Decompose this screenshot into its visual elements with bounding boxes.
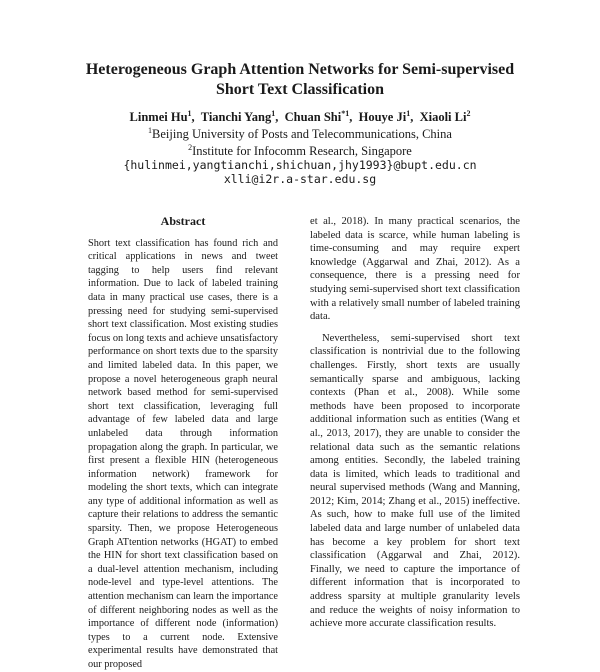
author-block (0, 107, 600, 186)
affiliation-2 (0, 141, 600, 158)
author-sup: 1 (406, 109, 411, 118)
body-paragraph-1: et al., 2018). In many practical scenarios, the labeled data is scarce, while human labeling is time-consuming and may require expert knowledge (Aggarwal and Zhai, 2012). As a consequence, there is a pressing need for studying semi-supervised short text classification with a relatively small number of labeled training data. (310, 216, 520, 323)
affiliation-sup: 1 (148, 126, 153, 136)
author-list: Linmei Hu$^1$, Tianchi Yang$^1$, Chuan Shi$^{*1}$, Houye Ji$^1$, Xiaoli Li$^2$ (129, 109, 471, 125)
affiliation-1 (0, 124, 600, 141)
author-sup: 1 (187, 109, 192, 118)
author-name: Houye Ji (358, 110, 407, 125)
body-paragraph-2: Nevertheless, semi-supervised short text classification is nontrivial due to the following challenges. Firstly, short texts are usually semantically sparse and ambiguous, lacking contexts (Phan et al., 2008). While some methods have been proposed to incorporate additional information such as entities (Wang et al., 2013, 2017), they are unable to consider the relational data such as the semantic relations among entities. Secondly, the labeled training data is limited, which leads to traditional and neural supervised methods (Wang and Manning, 2012; Kim, 2014; Zhang et al., 2015) ineffective. As such, how to make full use of the limited labeled data and large number of unlabeled data has become a key problem for short text classification (Aggarwal and Zhai, 2012). Finally, we need to capture the importance of different information that is incorporated to address sparsity at multiple granularity levels and reduce the weights of noisy information to achieve more accurate classification results. (310, 332, 520, 630)
affiliation-sup: 2 (188, 143, 193, 153)
email-line-1: {hulinmei,yangtianchi,shichuan,jhy1993}@bupt.edu.cn (123, 158, 477, 173)
affiliation-text: Beijing University of Posts and Telecommunications, China (152, 127, 452, 142)
abstract-text: Short text classification has found rich and critical applications in news and tweet tagging to help users find relevant information. Due to lack of labeled training data in many practical use cases, there is a pressing need for studying semi-supervised short text classification. Most existing studies focus on long texts and achieve unsatisfactory performance on short texts due to the sparsity and limited labeled data. In this paper, we propose a novel heterogeneous graph neural network based method for semi-supervised short text classification, leveraging full advantage of few labeled data and large unlabeled data through information propagation along the graph. In particular, we first present a flexible HIN (heterogeneous information network) framework for modeling the short texts, which can integrate any type of additional information as well as capture their relations to address the semantic sparsity. Then, we propose Heterogeneous Graph ATtention networks (HGAT) to embed the HIN for short text classification based on a dual-level attention mechanism, including node-level and type-level attentions. The attention mechanism can learn the importance of different neighboring nodes as well as the importance of different node (information) types to a current node. Extensive experimental results have demonstrated that our proposed (88, 237, 278, 670)
affiliation-text: Institute for Infocomm Research, Singapore (192, 144, 412, 159)
author-name: Linmei Hu (129, 110, 188, 125)
paper-title (0, 60, 600, 100)
author-sup: 1 (271, 109, 276, 118)
author-name: Tianchi Yang (200, 110, 272, 125)
abstract-heading: Abstract (160, 214, 206, 228)
abstract-column (88, 215, 278, 672)
title-line-2: Short Text Classification (215, 81, 384, 98)
body-column (310, 215, 520, 631)
author-name: Chuan Shi (284, 110, 342, 125)
email-line-2: xlli@i2r.a-star.edu.sg (223, 172, 377, 187)
author-sup: *1 (341, 109, 350, 118)
author-sup: 2 (466, 109, 471, 118)
title-line-1: Heterogeneous Graph Attention Networks for Semi-supervised (85, 61, 515, 78)
author-name: Xiaoli Li (419, 110, 467, 125)
